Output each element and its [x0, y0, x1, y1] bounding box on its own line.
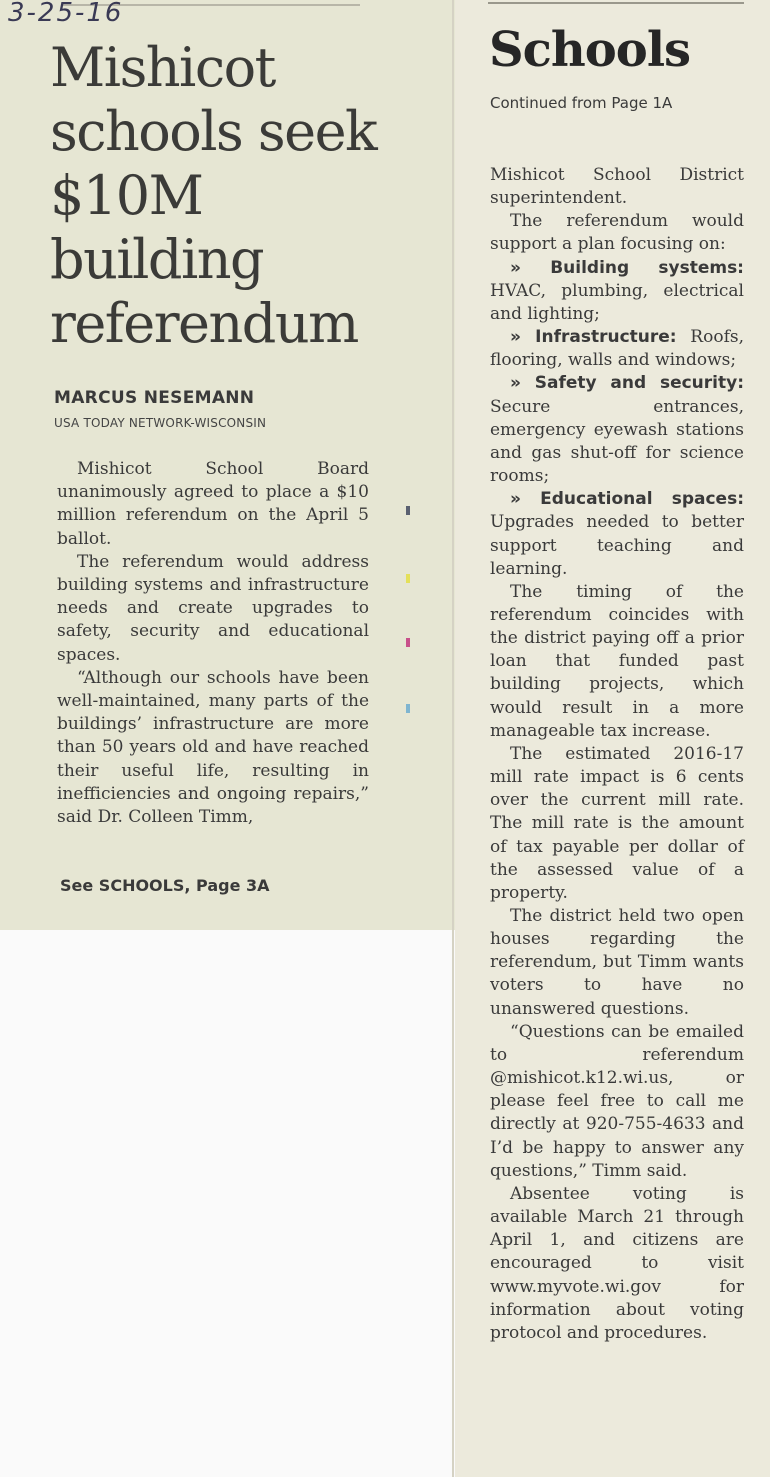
- bullet-head: » Infrastructure:: [510, 327, 677, 348]
- byline: MARCUS NESEMANN: [54, 388, 255, 408]
- paragraph: “Although our schools have been well-maintained, many parts of the buildings’ infrastructure are more than 50 years old and have reached their useful life, resulting in inefficiencies and ongoing repairs,” said Dr. Colleen Timm,: [57, 667, 369, 828]
- paragraph: The timing of the referendum coincides with the district paying off a prior loan that funded past building projects, which would result in a more manageable tax increase.: [490, 581, 744, 741]
- registration-mark: [406, 704, 410, 713]
- handwritten-date: 3-25-16: [8, 0, 124, 28]
- registration-mark: [406, 506, 410, 515]
- section-head: Schools: [489, 22, 691, 78]
- fold-line: [452, 0, 454, 1477]
- paragraph: The referendum would support a plan focusing on:: [490, 211, 744, 255]
- continued-line: Continued from Page 1A: [490, 94, 673, 112]
- right-article-body: [490, 164, 744, 1345]
- bullet-text: HVAC, plumbing, electrical and lighting;: [490, 280, 744, 324]
- bullet-item: [490, 326, 744, 372]
- byline-affiliation: USA TODAY NETWORK-WISCONSIN: [54, 416, 267, 430]
- paragraph: Mishicot School Board unanimously agreed to place a $10 million referendum on the April 5 ballot.: [57, 459, 369, 549]
- left-article-body: [57, 458, 369, 829]
- bullet-item: [490, 372, 744, 488]
- paragraph: The referendum would address building systems and infrastructure needs and create upgrades to safety, security and educational spaces.: [57, 551, 369, 665]
- paragraph: Mishicot School District superintendent.: [490, 165, 744, 209]
- registration-mark: [406, 574, 410, 583]
- paragraph: “Questions can be emailed to referendum @mishicot.k12.wi.us, or please feel free to call me directly at 920-755-4633 and I’d be happy to answer any questions,” Timm said.: [490, 1021, 744, 1181]
- bullet-text: Secure entrances, emergency eyewash stations and gas shut-off for science rooms;: [490, 396, 744, 487]
- paragraph: The estimated 2016-17 mill rate impact is 6 cents over the current mill rate. The mill rate is the amount of tax payable per dollar of the assessed value of a property.: [490, 743, 744, 903]
- blank-paper: [0, 930, 455, 1477]
- paragraph: Absentee voting is available March 21 through April 1, and citizens are encouraged to visit www.myvote.wi.gov for information about voting protocol and procedures.: [490, 1183, 744, 1343]
- bullet-text: Roofs, flooring, walls and windows;: [490, 327, 744, 371]
- paragraph: The district held two open houses regarding the referendum, but Timm wants voters to have no unanswered questions.: [490, 906, 744, 1019]
- jump-line: See SCHOOLS, Page 3A: [60, 876, 270, 895]
- bullet-head: » Building systems:: [510, 257, 744, 278]
- bullet-head: » Safety and security:: [510, 373, 744, 394]
- bullet-item: [490, 257, 744, 326]
- bullet-item: [490, 488, 744, 581]
- bullet-text: Upgrades needed to better support teaching and learning.: [490, 512, 744, 579]
- headline: Mishicot schools seek $10M building referendum: [50, 36, 377, 355]
- top-rule-right: [488, 2, 744, 4]
- registration-mark: [406, 638, 410, 647]
- bullet-head: » Educational spaces:: [510, 489, 744, 510]
